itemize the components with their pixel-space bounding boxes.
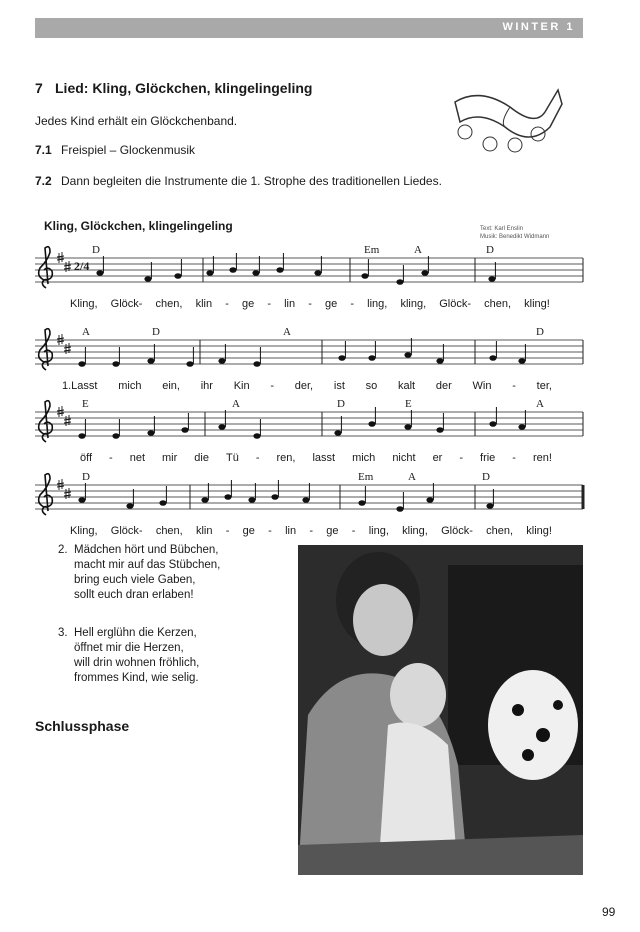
note [271, 494, 278, 500]
lyric-syllable: lin [284, 298, 296, 310]
lyric-syllable: - [512, 452, 516, 464]
lyric-syllable: nicht [392, 452, 416, 464]
lyric-syllable: er [432, 452, 443, 464]
lyric-syllable: klin [195, 525, 213, 537]
note [518, 358, 525, 364]
lyric-syllable: frie [480, 452, 496, 464]
chord-symbol: E [405, 398, 412, 410]
lyric-syllable: chen, [155, 298, 183, 310]
verse-3: 3. Hell erglühn die Kerzen, öffnet mir die Herzen, will drin wohnen fröhlich, frommes Kind, wie selig. [58, 627, 200, 684]
intro-text: Jedes Kind erhält ein Glöckchenband. [35, 114, 238, 128]
sharp-icon [57, 479, 64, 490]
lyric-syllable: Tü [225, 452, 239, 464]
lyric-syllable: ling, [367, 298, 388, 310]
lyric-syllable: öff [80, 452, 93, 464]
note [421, 270, 428, 276]
note [174, 273, 181, 279]
lyric-syllable: - [270, 380, 275, 392]
sharp-icon [57, 406, 64, 417]
chord-symbol: A [408, 471, 416, 483]
lyric-syllable: ge [241, 298, 255, 310]
lyric-syllable: - [351, 525, 356, 537]
chord-symbol: A [536, 398, 544, 410]
note [276, 267, 283, 273]
lyric-syllable: ge [325, 298, 338, 310]
lyric-syllable: kalt [398, 380, 416, 392]
note [252, 270, 259, 276]
lyrics-line [62, 380, 552, 392]
sharp-icon [57, 252, 64, 263]
lyric-syllable: ling, [368, 525, 389, 537]
lyric-syllable: 1.Lasst [62, 380, 98, 392]
lyrics-line [70, 525, 552, 537]
photo-illustration [298, 545, 583, 875]
note [112, 361, 119, 367]
chord-symbol: A [232, 398, 240, 410]
note [253, 433, 260, 439]
lyric-syllable: Glöck- [439, 298, 472, 310]
chord-symbol: Em [358, 471, 374, 483]
lyric-syllable: - [308, 298, 312, 310]
lyric-syllable: so [365, 380, 378, 392]
lyric-syllable: Kling, [70, 525, 98, 537]
chord-symbol: A [283, 326, 291, 338]
lyric-syllable: - [309, 525, 314, 537]
lyric-syllable: ren! [532, 452, 552, 464]
lyric-syllable: Win [472, 380, 492, 392]
lyric-syllable: Glöck- [441, 525, 473, 537]
lyric-syllable: - [350, 298, 355, 310]
note [396, 506, 403, 512]
lyrics-line [70, 298, 550, 310]
note [126, 503, 133, 509]
lyric-syllable: lin [285, 525, 297, 537]
lyric-syllable: chen, [484, 298, 512, 310]
chord-symbol: A [414, 244, 422, 256]
time-signature: 2/4 [74, 259, 90, 273]
lyric-syllable: - [255, 452, 260, 464]
verse-2: 2. Mädchen hört und Bübchen, macht mir auf das Stübchen, bring euch viele Gaben, sollt euch dran erlaben! [58, 544, 221, 601]
chord-symbol: D [337, 398, 345, 410]
lyric-syllable: mir [162, 452, 178, 464]
lyric-syllable: - [225, 525, 230, 537]
bell-band-illustration [450, 82, 565, 157]
lyric-syllable: chen, [486, 525, 514, 537]
section-label: WINTER 1 [502, 21, 575, 33]
lyric-syllable: mich [352, 452, 376, 464]
note [334, 430, 341, 436]
staff [0, 320, 640, 380]
lyric-syllable: lasst [312, 452, 336, 464]
lyric-syllable: ren, [276, 452, 296, 464]
lyric-syllable: Kin [233, 380, 250, 392]
note [181, 427, 188, 433]
lyric-syllable: ein, [162, 380, 180, 392]
lyric-syllable: klin [195, 298, 213, 310]
lyric-syllable: - [225, 298, 229, 310]
staff [0, 465, 640, 525]
step-7-2: 7.2 Dann begleiten die Instrumente die 1. Strophe des traditionellen Liedes. [35, 174, 442, 188]
chord-symbol: Em [364, 244, 380, 256]
note [489, 355, 496, 361]
note [518, 424, 525, 430]
section-header-bar [35, 18, 583, 38]
note [201, 497, 208, 503]
note [78, 433, 85, 439]
chord-symbol: D [536, 326, 544, 338]
lyric-syllable: kling! [526, 525, 552, 537]
note [404, 424, 411, 430]
chord-symbol: D [82, 471, 90, 483]
lyric-syllable: kling! [524, 298, 550, 310]
page-number: 99 [602, 905, 616, 919]
lyrics-line [80, 452, 552, 464]
lyric-syllable: - [512, 380, 516, 392]
note [302, 497, 309, 503]
chord-symbol: D [92, 244, 100, 256]
note [253, 361, 260, 367]
note [206, 270, 213, 276]
note [489, 421, 496, 427]
lyric-syllable: die [194, 452, 209, 464]
note [426, 497, 433, 503]
note [186, 361, 193, 367]
note [361, 273, 368, 279]
lyric-syllable: Glöck- [110, 525, 143, 537]
note [358, 500, 365, 506]
note [488, 276, 495, 282]
sharp-icon [57, 334, 64, 345]
note [78, 497, 85, 503]
chord-symbol: E [82, 398, 89, 410]
note [147, 430, 154, 436]
note [436, 358, 443, 364]
lyric-syllable: kling, [400, 298, 427, 310]
lyric-syllable: net [129, 452, 145, 464]
lyric-syllable: ist [333, 380, 345, 392]
lyric-syllable: - [459, 452, 464, 464]
note [229, 267, 236, 273]
lyric-syllable: - [267, 298, 271, 310]
lyric-syllable: kling, [402, 525, 428, 537]
note [224, 494, 231, 500]
note [404, 352, 411, 358]
note [436, 427, 443, 433]
chord-symbol: D [486, 244, 494, 256]
note [368, 355, 375, 361]
lyric-syllable: der [435, 380, 452, 392]
lyric-syllable: ge [242, 525, 255, 537]
note [486, 503, 493, 509]
lyric-syllable: ge [326, 525, 339, 537]
photo-woman-child-with-toy-dog [298, 545, 583, 875]
lyric-syllable: der, [294, 380, 314, 392]
song-title: Kling, Glöckchen, klingelingeling [44, 219, 233, 233]
note [368, 421, 375, 427]
note [338, 355, 345, 361]
chord-symbol: A [82, 326, 90, 338]
lyric-syllable: - [268, 525, 272, 537]
note [248, 497, 255, 503]
song-credits: Text: Karl Enslin Musik: Benedikt Widmann [480, 226, 550, 240]
staff [0, 392, 640, 452]
note [159, 500, 166, 506]
lyric-syllable: Kling, [70, 298, 98, 310]
note [78, 361, 85, 367]
note [96, 270, 103, 276]
lyric-syllable: Glöck- [110, 298, 143, 310]
lyric-syllable: mich [118, 380, 142, 392]
note [112, 433, 119, 439]
lyric-syllable: - [109, 452, 113, 464]
note [218, 358, 225, 364]
note [314, 270, 321, 276]
section-heading: 7 Lied: Kling, Glöckchen, klingelingeling [35, 80, 313, 96]
lyric-syllable: chen, [155, 525, 183, 537]
step-7-1: 7.1 Freispiel – Glockenmusik [35, 143, 196, 157]
lyric-syllable: ter, [536, 380, 552, 392]
chord-symbol: D [152, 326, 160, 338]
note [396, 279, 403, 285]
closing-heading: Schlussphase [35, 718, 130, 734]
note [147, 358, 154, 364]
chord-symbol: D [482, 471, 490, 483]
note [144, 276, 151, 282]
note [218, 424, 225, 430]
lyric-syllable: ihr [200, 380, 213, 392]
